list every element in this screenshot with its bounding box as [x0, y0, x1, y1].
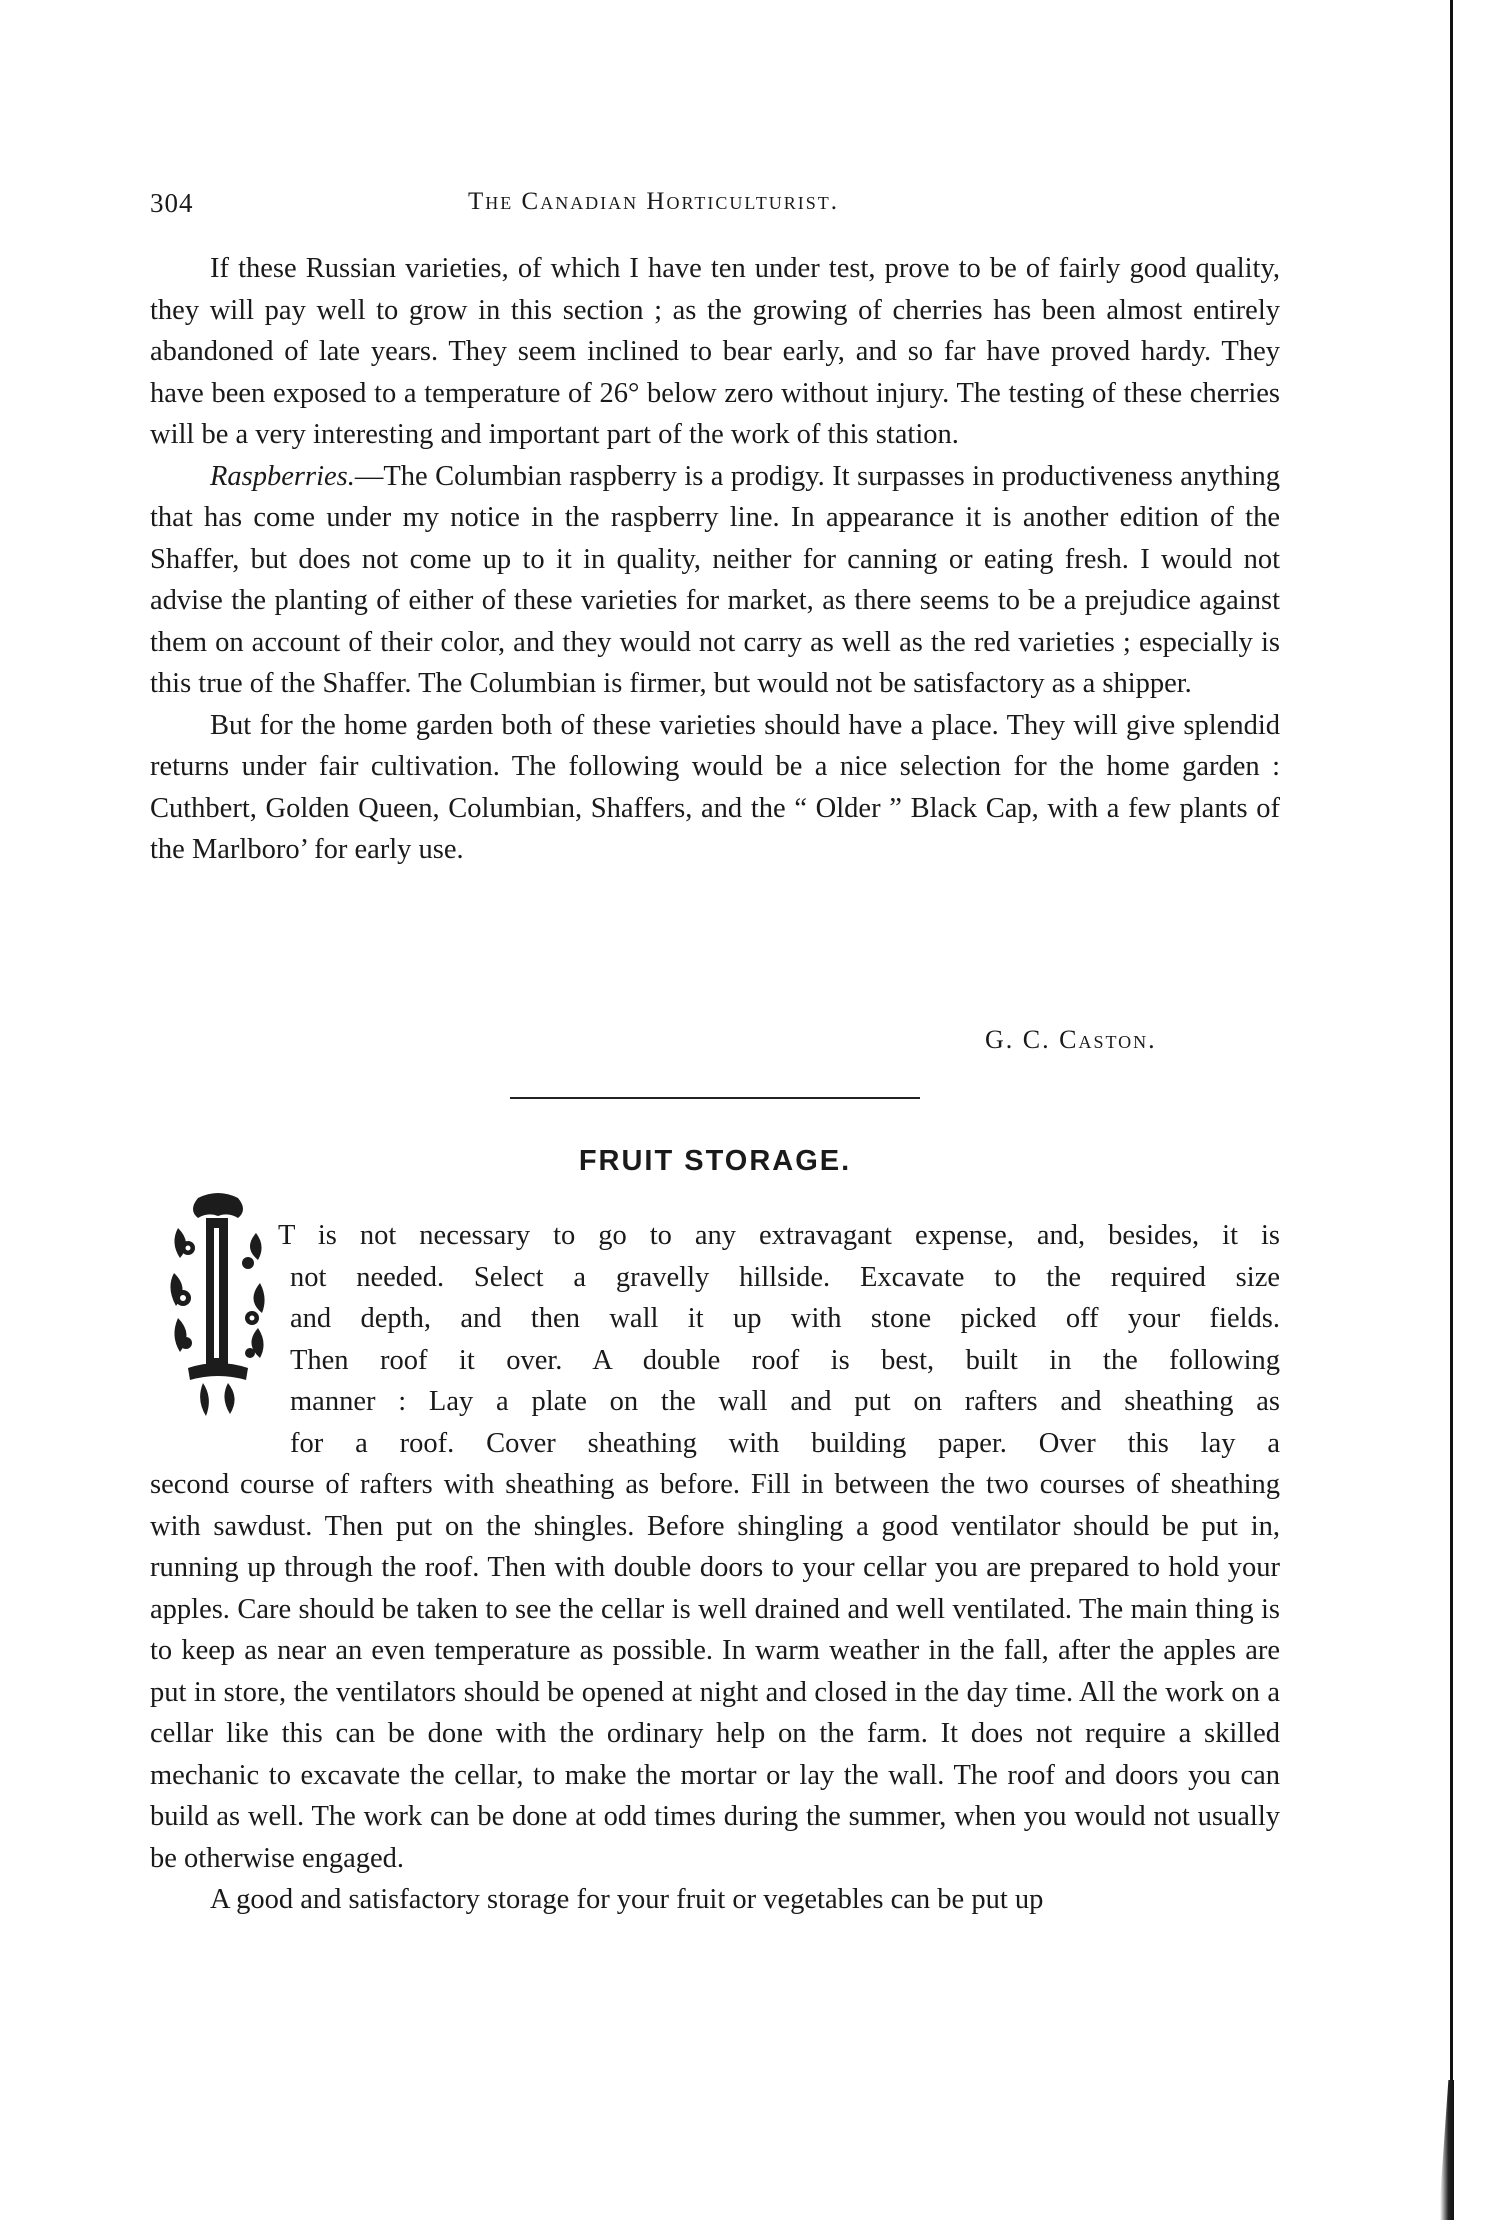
page-number: 304 — [150, 188, 194, 218]
paragraph-continuation: second course of rafters with sheathing as before. Fill in between the two courses of sheathing with sawdust. Then put on the shingles. Before shingling a good ventilator should be put in, running up through the roof. Then with double doors to your cellar you are prepared to hold your apples. Care should be taken to see the cellar is well drained and well ventilated. The main thing is to keep as near an even temperature as possible. In warm weather in the fall, after the apples are put in store, the ventilators should be opened at night and closed in the day time. All the work on a cellar like this can be done with the ordinary help on the farm. It does not require a skilled mechanic to excavate the cellar, to make the mortar or lay the wall. The roof and doors you can build as well. The work can be done at odd times during the summer, when you would not usually be otherwise engaged. — [150, 1469, 1280, 1874]
wrapped-line: for a roof. Cover sheathing with building paper. Over this lay a — [290, 1427, 1280, 1459]
wrapped-line: and depth, and then wall it up with stone picked off your fields. — [290, 1303, 1280, 1334]
paragraph-russian-cherries: If these Russian varieties, of which I have ten under test, prove to be of fairly good quality, they will pay well to grow in this section ; as the growing of cherries has been almost entirely abandoned of late years. They seem inclined to bear early, and so far have proved hardy. They have been exposed to a temperature of 26° below zero without injury. The testing of these cherries will be a very interesting and important part of the work of this station. — [150, 253, 1280, 450]
paragraph-fruit-storage — [150, 1215, 1280, 1879]
raspberries-text: —The Columbian raspberry is a prodigy. It surpasses in productiveness anything that has come under my notice in the raspberry line. In appearance it is another edition of the Shaffer, but does not come up to it in quality, neither for canning or eating fresh. I would not advise the planting of either of these varieties for market, as there seems to be a prejudice against them on account of their color, and they would not carry as well as the red varieties ; especially is this true of the Shaffer. The Columbian is firmer, but would not be satisfactory as a shipper. — [150, 460, 1280, 699]
wrapped-line: T is not necessary to go to any extravagant expense, and, besides, it is — [278, 1220, 1280, 1251]
section-divider — [510, 1097, 920, 1099]
wrapped-line: not needed. Select a gravelly hillside. Excavate to the required size — [290, 1261, 1280, 1293]
author-byline: G. C. Caston. — [985, 1025, 1157, 1054]
paragraph-home-garden: But for the home garden both of these varieties should have a place. They will give splendid returns under fair cultivation. The following would be a nice selection for the home garden : Cuthbert, Golden Queen, Columbian, Shaffers, and the “ Older ” Black Cap, with a few plants of the Marlboro’ for early use. — [150, 709, 1280, 865]
page-edge-line — [1450, 0, 1453, 2200]
paragraph-raspberries — [150, 456, 1280, 705]
running-title: The Canadian Horticulturist. — [468, 188, 839, 215]
raspberries-heading: Raspberries. — [210, 460, 355, 492]
article-cherries-raspberries — [150, 248, 1280, 871]
article-title: FRUIT STORAGE. — [578, 1145, 852, 1177]
wrapped-line: Then roof it over. A double roof is best, built in the following — [290, 1344, 1280, 1376]
wrapped-line: manner : Lay a plate on the wall and put on rafters and sheathing as — [290, 1386, 1280, 1417]
page-header — [150, 188, 1285, 228]
paragraph-last: A good and satisfactory storage for your fruit or vegetables can be put up — [210, 1884, 1044, 1915]
article-fruit-storage — [150, 1215, 1280, 1921]
page-edge-shadow — [1440, 2080, 1454, 2220]
